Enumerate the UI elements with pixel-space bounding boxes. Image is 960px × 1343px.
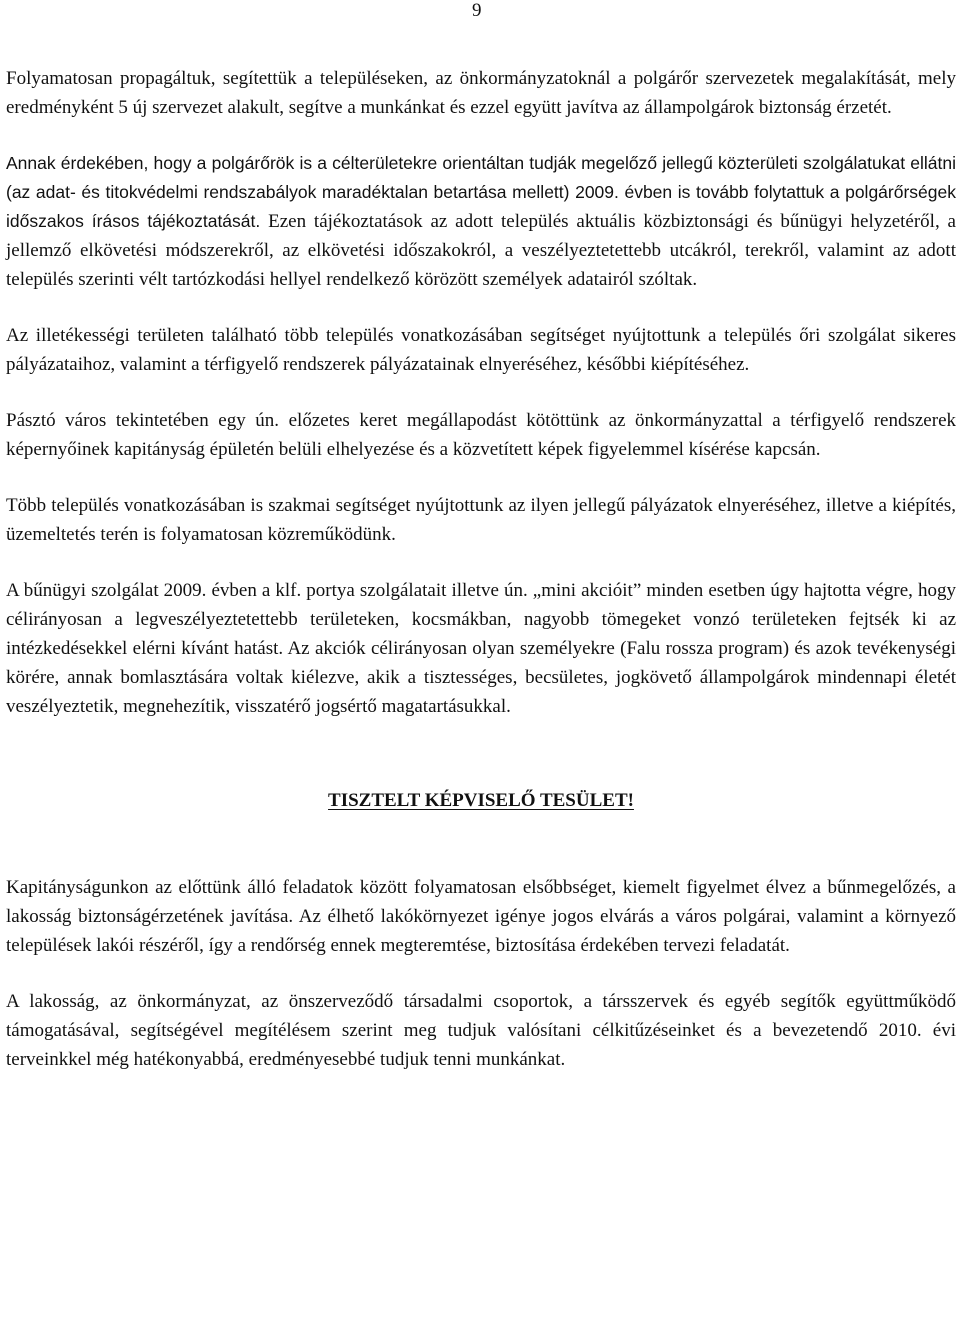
paragraph-segment-sans: Annak érdekében, hogy a polgárőrök is a célterületekre orientáltan tudják megelőző jellegű közterületi szolgálatukat ellátni (az adat- és titokvédelmi rendszabályok maradéktalan betartása mellett) 2009. évben is tovább folytattuk a polgárőrségek időszakos írásos tájékoztatását.: [6, 153, 956, 231]
paragraph-szakmai-segitseg: Több település vonatkozásában is szakmai segítséget nyújtottunk az ilyen jellegű pályázatok elnyeréséhez, illetve a kiépítés, üzemeltetés terén is folyamatosan közreműködünk.: [6, 495, 956, 545]
paragraph-polgarorseg-propagalas: Folyamatosan propagáltuk, segítettük a településeken, az önkormányzatoknál a polgárőr szervezetek megalakítását, mely eredményként 5 új szervezet alakult, segítve a munkánkat és ezzel együtt javítva az állampolgárok biztonság érzetét.: [6, 68, 956, 118]
paragraph-bunugyi-szolgalat: A bűnügyi szolgálat 2009. évben a klf. portya szolgálatait illetve ún. „mini akcióit” minden esetben úgy hajtotta végre, hogy célirányosan a legveszélyeztetettebb területeken, kocsmákban, nagyobb tömegeket vonzó területeken fejtsék ki az intézkedésekkel elérni kívánt hatást. Az akciók célirányosan olyan személyekre (Falu rossza program) és azok tevékenységi körére, annak bomlasztására voltak kiélezve, akik a tisztességes, becsületes, jogkövető állampolgárok mindennapi életét veszélyeztetik, megnehezítik, visszatérő jogsértő magatartásukkal.: [6, 580, 956, 717]
page-number: 9: [472, 0, 482, 21]
paragraph-egyuttmukodes: A lakosság, az önkormányzat, az önszerveződő társadalmi csoportok, a társszervek és egyéb segítők együttműködő támogatásával, segítségével megítélésem szerint meg tudjuk valósítani célkitűzéseinket és a bevezetendő 2010. évi terveinkkel még hatékonyabbá, eredményesebbé tudjuk tenni munkánkat.: [6, 991, 956, 1070]
section-heading: TISZTELT KÉPVISELŐ TESÜLET!: [328, 790, 634, 811]
paragraph-palyazatok: Az illetékességi területen található több település vonatkozásában segítséget nyújtottunk a település őri szolgálat sikeres pályázataihoz, valamint a térfigyelő rendszerek pályázatainak elnyeréséhez, későbbi kiépítéséhez.: [6, 325, 956, 375]
paragraph-bunmegelozes: Kapitányságunkon az előttünk álló feladatok között folyamatosan elsőbbséget, kiemelt figyelmet élvez a bűnmegelőzés, a lakosság biztonságérzetének javítása. Az élhető lakókörnyezet igénye jogos elvárás a város polgárai, valamint a környező települések lakói részéről, így a rendőrség ennek megteremtése, biztosítása érdekében tervezi feladatát.: [6, 877, 956, 956]
paragraph-paszto-megallapodas: Pásztó város tekintetében egy ún. előzetes keret megállapodást kötöttünk az önkormányzattal a térfigyelő rendszerek képernyőinek kapitányság épületén belüli elhelyezése és a közvetített képek figyelemmel kísérése kapcsán.: [6, 410, 956, 460]
paragraph-segment-serif: Ezen tájékoztatások az adott település aktuális közbiztonsági és bűnügyi helyzetéről, a jellemző elkövetési módszerekről, az elkövetési időszakokról, a veszélyeztetettebb utcákról, terekről, valamint az adott település szerinti vélt tartózkodási hellyel rendelkező körözött személyek adatairól szóltak.: [6, 211, 956, 290]
paragraph-polgarorseg-tajekoztatas: [6, 149, 956, 294]
document-body: [6, 64, 956, 1074]
